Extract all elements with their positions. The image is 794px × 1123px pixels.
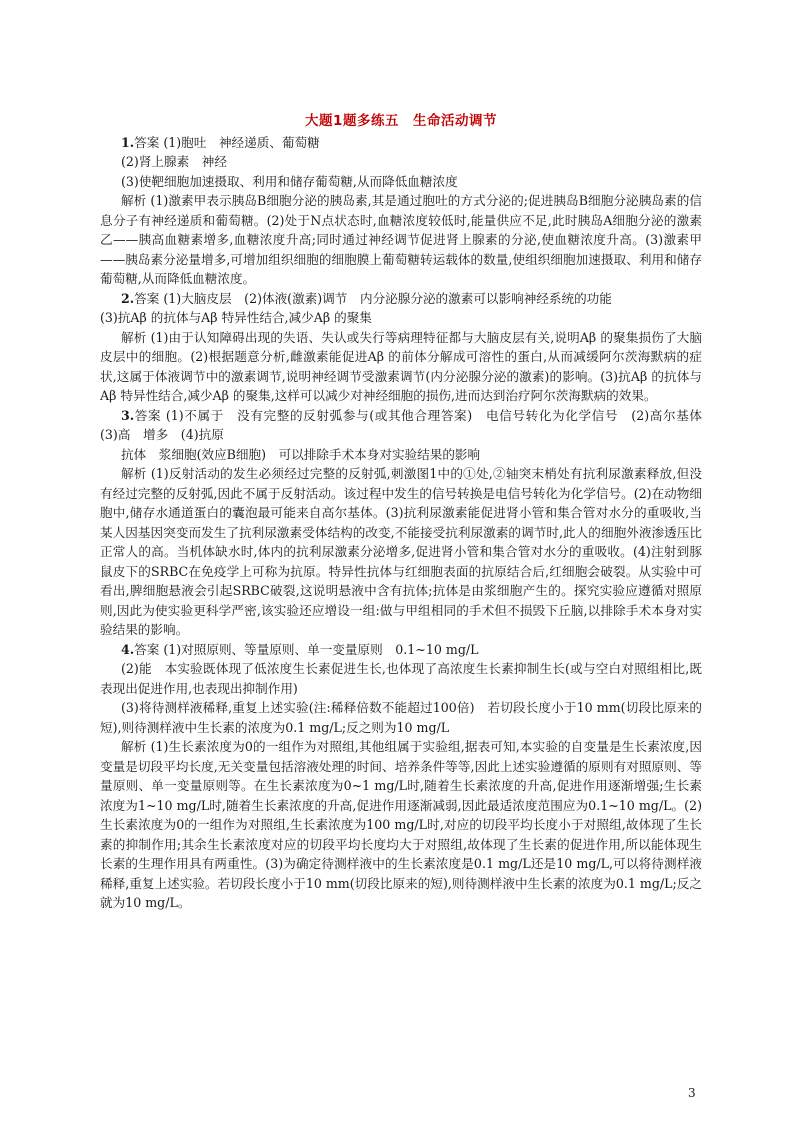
q3-answer-line-1: 3.答案 (1)不属于 没有完整的反射弧参与(或其他合理答案) 电信号转化为化学信号 (2)高尔基体 (3)高 增多 (4)抗原 <box>100 407 715 442</box>
q1-answer-line-3: (3)使靶细胞加速摄取、利用和储存葡萄糖,从而降低血糖浓度 <box>121 173 458 189</box>
q1-number: 1. <box>121 134 135 150</box>
q3-number: 3. <box>121 407 135 423</box>
q2-number: 2. <box>121 290 135 306</box>
q1-analysis: 解析 (1)激素甲表示胰岛B细胞分泌的胰岛素,其是通过胞吐的方式分泌的;促进胰岛B细胞分泌胰岛素的信息分子有神经递质和葡萄糖。(2)处于N点状态时,血糖浓度较低时,能量供应不足,此时胰岛A细胞分泌的激素乙——胰高血糖素增多,血糖浓度升高;同时通过神经调节促进肾上腺素的分泌,使血糖浓度升高。(3)激素甲——胰岛素分泌量增多,可增加组织细胞的细胞膜上葡萄糖转运载体的数量,使组织细胞加速摄取、利用和储存葡萄糖,从而降低血糖浓度。 <box>100 193 702 286</box>
q2-analysis: 解析 (1)由于认知障碍出现的失语、失认或失行等病理特征都与大脑皮层有关,说明Aβ 的聚集损伤了大脑皮层中的细胞。(2)根据题意分析,雌激素能促进Aβ 的前体分解成可溶性的蛋白,从而减缓阿尔茨海默病的症状,这属于体液调节中的激素调节,说明神经调节受激素调节(内分泌腺分泌的激素)的影响。(3)抗Aβ 的抗体与Aβ 特异性结合,减少Aβ 的聚集,这样可以减少对神经细胞的损伤,进而达到治疗阿尔茨海默病的效果。 <box>100 329 702 403</box>
q4-answer-line-3: (3)将待测样液稀释,重复上述实验(注:稀释倍数不能超过100倍) 若切段长度小于10 mm(切段比原来的短),则待测样液中生长素的浓度为0.1 mg/L;反之则为10 mg/L <box>100 700 702 735</box>
document-content <box>100 112 715 913</box>
q4-number: 4. <box>121 641 135 657</box>
q1-answer-line-2: (2)肾上腺素 神经 <box>121 154 227 169</box>
q2-answer-line-1: 2.答案 (1)大脑皮层 (2)体液(激素)调节 内分泌腺分泌的激素可以影响神经系统的功能 <box>121 290 612 306</box>
q3-answer-line-2: 抗体 浆细胞(效应B细胞) 可以排除手术本身对实验结果的影响 <box>121 446 481 462</box>
q4-answer-line-1: 4.答案 (1)对照原则、等量原则、单一变量原则 0.1~10 mg/L <box>121 641 479 657</box>
q2-answer-line-2: (3)抗Aβ 的抗体与Aβ 特异性结合,减少Aβ 的聚集 <box>100 310 372 325</box>
q3-analysis: 解析 (1)反射活动的发生必须经过完整的反射弧,刺激图1中的①处,②轴突末梢处有抗利尿激素释放,但没有经过完整的反射弧,因此不属于反射活动。该过程中发生的信号转换是电信号转化为化学信号。(2)在动物细胞中,储存水通道蛋白的囊泡最可能来自高尔基体。(3)抗利尿激素能促进肾小管和集合管对水分的重吸收,当某人因基因突变而发生了抗利尿激素受体结构的改变,不能接受抗利尿激素的调节时,此人的细胞外液渗透压比正常人的高。当机体缺水时,体内的抗利尿激素分泌增多,促进肾小管和集合管对水分的重吸收。(4)注射到豚鼠皮下的SRBC在免疫学上可称为抗原。特异性抗体与红细胞表面的抗原结合后,红细胞会破裂。从实验中可看出,脾细胞悬液会引起SRBC破裂,这说明悬液中含有抗体;抗体是由浆细胞产生的。探究实验应遵循对照原则,因此为使实验更科学严密,该实验还应增设一组:做与甲组相同的手术但不损毁下丘脑,以排除手术本身对实验结果的影响。 <box>100 466 702 637</box>
section-title: 大题1题多练五 生命活动调节 <box>305 113 497 129</box>
q4-analysis: 解析 (1)生长素浓度为0的一组作为对照组,其他组属于实验组,据表可知,本实验的自变量是生长素浓度,因变量是切段平均长度,无关变量包括溶液处理的时间、培养条件等等,因此上述实验遵循的原则有对照原则、等量原则、单一变量原则等。在生长素浓度为0~1 mg/L时,随着生长素浓度的升高,促进作用逐渐增强;生长素浓度为1~10 mg/L时,随着生长素浓度的升高,促进作用逐渐减弱,因此最适浓度范围应为0.1~10 mg/L。(2)生长素浓度为0的一组作为对照组,生长素浓度为100 mg/L时,对应的切段平均长度小于对照组,故体现了生长素的抑制作用;其余生长素浓度对应的切段平均长度均大于对照组,故体现了生长素的促进作用,所以能体现生长素的生理作用具有两重性。(3)为确定待测样液中的生长素浓度是0.1 mg/L还是10 mg/L,可以将待测样液稀释,重复上述实验。若切段长度小于10 mm(切段比原来的短),则待测样液中生长素的浓度为0.1 mg/L;反之就为10 mg/L。 <box>100 739 702 910</box>
q4-answer-line-2: (2)能 本实验既体现了低浓度生长素促进生长,也体现了高浓度生长素抑制生长(或与空白对照组相比,既表现出促进作用,也表现出抑制作用) <box>100 661 702 696</box>
q1-answer-line-1: 1.答案 (1)胞吐 神经递质、葡萄糖 <box>121 134 320 150</box>
page-number: 3 <box>688 1086 696 1100</box>
